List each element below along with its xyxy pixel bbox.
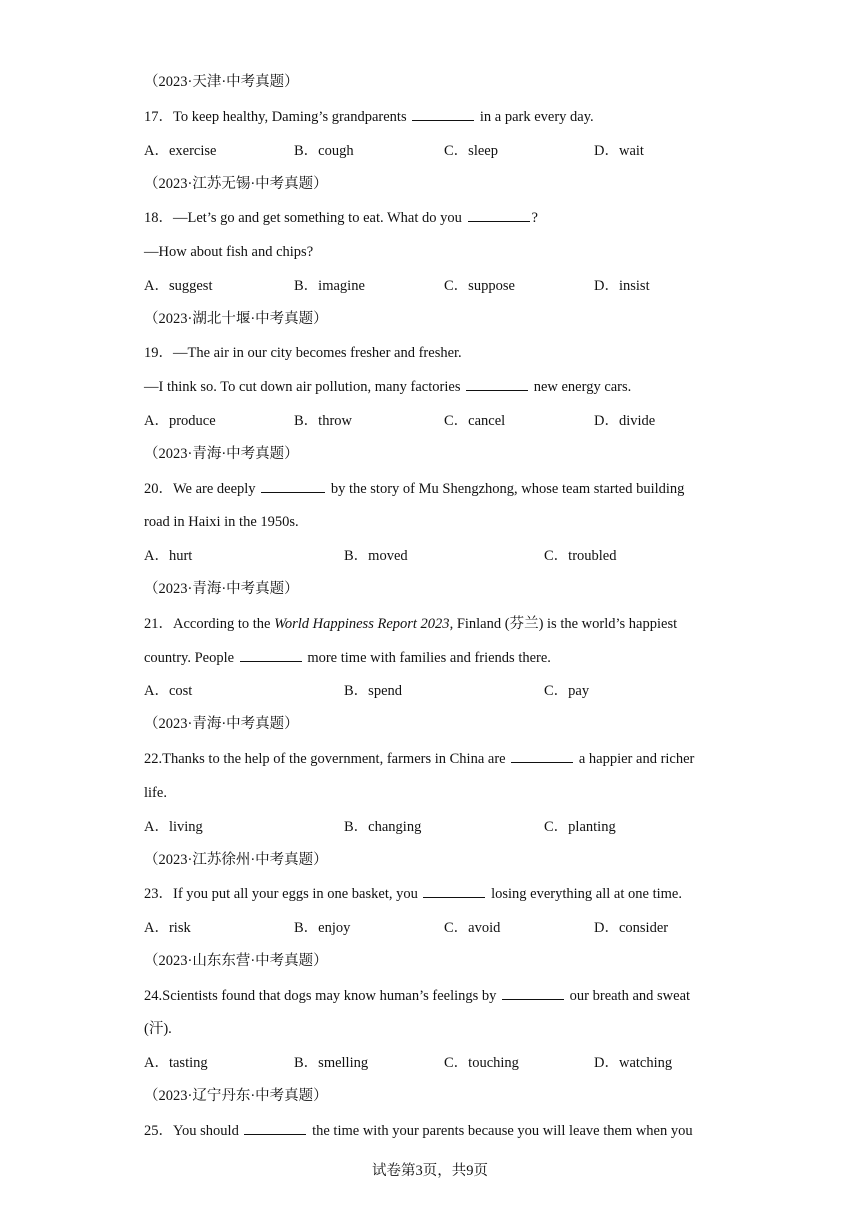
answer-blank [502,987,564,1000]
option-d: D．consider [594,920,669,936]
option-a: A．exercise [144,143,217,159]
option-c: C．touching [444,1055,519,1071]
question-number: 24. [144,988,163,1004]
option-b: B．smelling [294,1055,369,1071]
question-21-line2: country. People more time with families and friends there. [144,650,551,666]
answer-blank [468,209,530,222]
question-24-options [144,1053,744,1073]
option-b: B．moved [344,548,408,564]
option-b: B．enjoy [294,920,351,936]
question-23-stem: 23．If you put all your eggs in one basket, you losing everything all at one time. [144,886,682,902]
option-b: B．spend [344,683,402,699]
question-19-options [144,411,744,431]
question-number: 18． [144,210,173,226]
question-20-stem: 20．We are deeply by the story of Mu Shengzhong, whose team started building [144,481,685,497]
answer-blank [466,378,528,391]
option-c: C．troubled [544,548,617,564]
option-d: D．insist [594,278,650,294]
question-number: 17． [144,109,173,125]
question-22-options [144,817,744,837]
answer-blank [423,885,485,898]
option-c: C．sleep [444,143,498,159]
question-source: （2023·青海·中考真题） [144,716,299,732]
question-21-stem: 21．According to the World Happiness Report 2023, Finland (芬兰) is the world’s happiest [144,616,678,632]
option-b: B．changing [344,819,422,835]
question-20-options [144,546,744,566]
question-20-line2: road in Haixi in the 1950s. [144,514,299,530]
question-17-stem: 17．To keep healthy, Daming’s grandparents in a park every day. [144,109,594,125]
question-18-stem: 18．—Let’s go and get something to eat. What do you ? [144,210,538,226]
question-18-line2: —How about fish and chips? [144,244,314,260]
question-number: 23． [144,886,173,902]
option-a: A．living [144,819,203,835]
answer-blank [511,750,573,763]
option-c: C．avoid [444,920,501,936]
option-b: B．throw [294,413,352,429]
answer-blank [412,108,474,121]
answer-blank [261,480,325,493]
question-24-line2: (汗). [144,1021,172,1037]
question-source: （2023·江苏无锡·中考真题） [144,176,328,192]
option-a: A．tasting [144,1055,208,1071]
question-source: （2023·山东东营·中考真题） [144,953,328,969]
option-a: A．produce [144,413,216,429]
question-source: （2023·天津·中考真题） [144,74,299,90]
answer-blank [244,1122,306,1135]
question-source: （2023·湖北十堰·中考真题） [144,311,328,327]
option-c: C．planting [544,819,616,835]
question-source: （2023·青海·中考真题） [144,581,299,597]
question-number: 20． [144,481,173,497]
option-b: B．cough [294,143,354,159]
question-25-stem: 25．You should the time with your parents because you will leave them when you [144,1123,693,1139]
page-footer: 试卷第3页，共9页 [372,1163,488,1179]
report-title: World Happiness Report 2023 [274,616,450,632]
question-22-stem: 22.Thanks to the help of the government, farmers in China are a happier and richer [144,751,695,767]
question-source: （2023·江苏徐州·中考真题） [144,852,328,868]
option-a: A．hurt [144,548,193,564]
option-c: C．suppose [444,278,515,294]
question-18-options [144,276,744,296]
question-22-line2: life. [144,785,167,801]
question-source: （2023·辽宁丹东·中考真题） [144,1088,328,1104]
option-d: D．wait [594,143,644,159]
answer-blank [240,649,302,662]
question-21-options [144,681,744,701]
question-19-stem: 19．—The air in our city becomes fresher and fresher. [144,345,462,361]
option-a: A．suggest [144,278,213,294]
question-number: 19． [144,345,173,361]
question-number: 25． [144,1123,173,1139]
option-a: A．cost [144,683,193,699]
option-d: D．divide [594,413,656,429]
question-source: （2023·青海·中考真题） [144,446,299,462]
question-number: 22. [144,751,163,767]
question-number: 21． [144,616,173,632]
question-23-options [144,918,744,938]
question-17-options [144,141,744,161]
option-c: C．cancel [444,413,506,429]
question-19-line2: —I think so. To cut down air pollution, many factories new energy cars. [144,379,632,395]
option-c: C．pay [544,683,590,699]
option-a: A．risk [144,920,191,936]
option-d: D．watching [594,1055,673,1071]
option-b: B．imagine [294,278,365,294]
question-24-stem: 24.Scientists found that dogs may know human’s feelings by our breath and sweat [144,988,691,1004]
